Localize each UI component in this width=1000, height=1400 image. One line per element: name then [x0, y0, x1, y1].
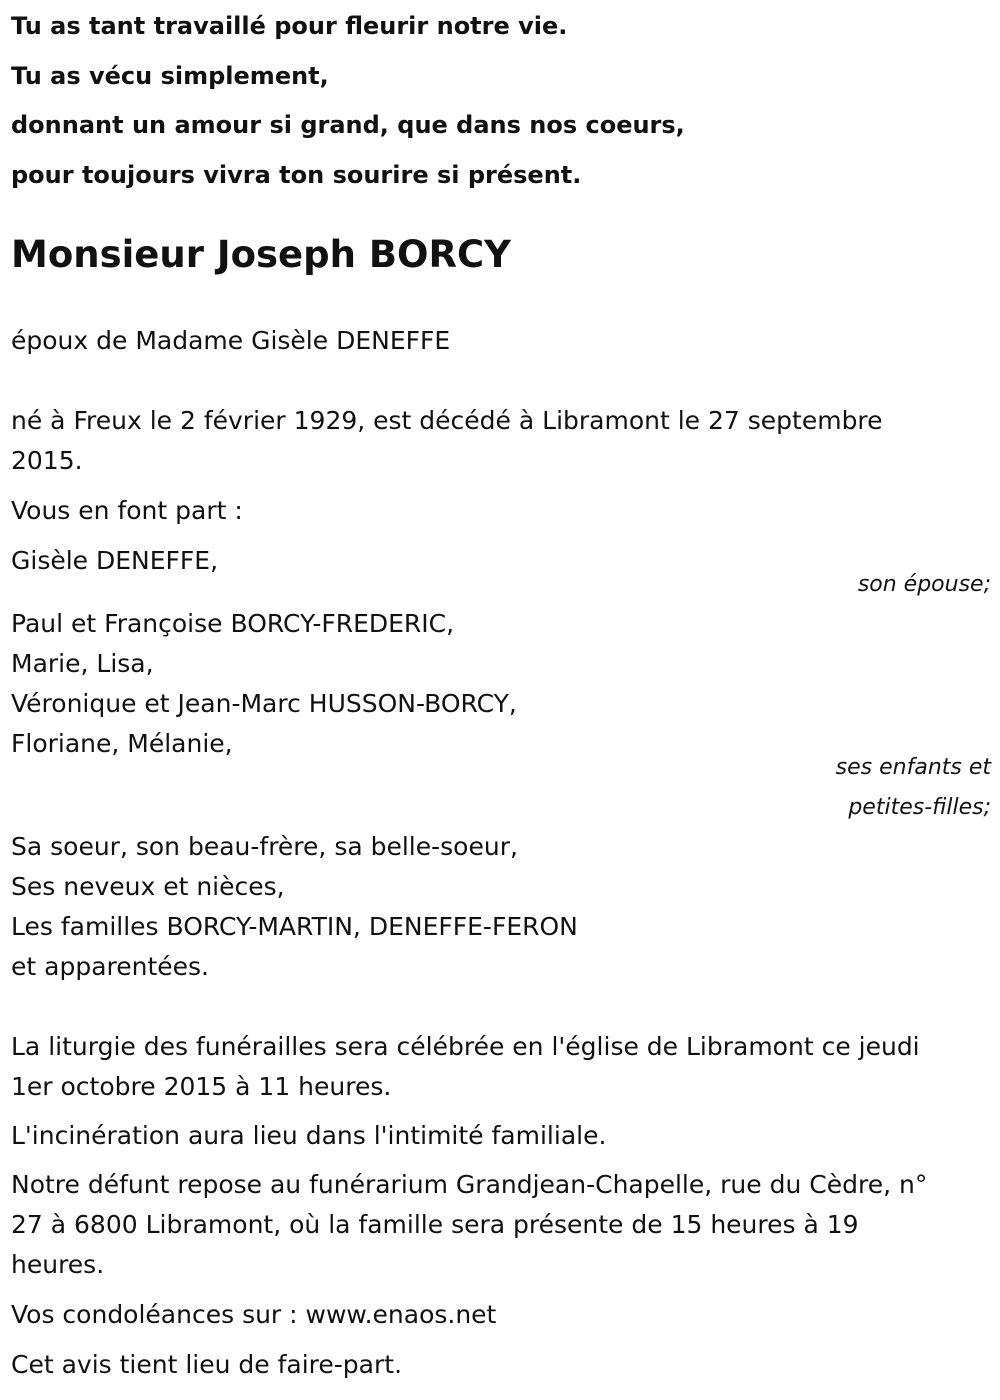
relative-line: Ses neveux et nièces,	[11, 872, 285, 901]
liturgy-line: 1er octobre 2015 à 11 heures.	[11, 1072, 392, 1101]
child-line: Floriane, Mélanie,	[11, 729, 233, 758]
liturgy-line: La liturgie des funérailles sera célébrée en l'église de Libramont ce jeudi	[11, 1032, 920, 1061]
birth-death-line: 2015.	[11, 446, 83, 475]
poem-line: donnant un amour si grand, que dans nos coeurs,	[11, 111, 685, 139]
child-line: Marie, Lisa,	[11, 649, 154, 678]
cremation-line: L'incinération aura lieu dans l'intimité familiale.	[11, 1121, 607, 1150]
children-role: ses enfants et	[835, 755, 991, 780]
spouse-role: son épouse;	[857, 572, 991, 597]
children-role: petites-filles;	[848, 795, 991, 820]
relative-line: Les familles BORCY-MARTIN, DENEFFE-FERON	[11, 912, 578, 941]
child-line: Paul et Françoise BORCY-FREDERIC,	[11, 609, 455, 638]
funeral-home-line: Notre défunt repose au funérarium Grandjean-Chapelle, rue du Cèdre, n°	[11, 1170, 928, 1199]
notice-line: Cet avis tient lieu de faire-part.	[11, 1350, 403, 1379]
funeral-home-line: heures.	[11, 1250, 105, 1279]
announcement-intro: Vous en font part :	[11, 496, 243, 525]
poem-line: pour toujours vivra ton sourire si présent.	[11, 160, 582, 189]
birth-death-line: né à Freux le 2 février 1929, est décédé à Libramont le 27 septembre	[11, 406, 883, 435]
condolences-line: Vos condoléances sur : www.enaos.net	[11, 1300, 497, 1329]
child-line: Véronique et Jean-Marc HUSSON-BORCY,	[11, 689, 517, 718]
poem-line: Tu as tant travaillé pour fleurir notre vie.	[11, 12, 568, 40]
spouse-line: époux de Madame Gisèle DENEFFE	[11, 326, 451, 355]
relative-line: et apparentées.	[11, 952, 209, 981]
poem-line: Tu as vécu simplement,	[11, 61, 329, 90]
relative-line: Sa soeur, son beau-frère, sa belle-soeur,	[11, 832, 518, 861]
funeral-home-line: 27 à 6800 Libramont, où la famille sera présente de 15 heures à 19	[11, 1210, 859, 1239]
poem	[11, 6, 685, 204]
deceased-name: Monsieur Joseph BORCY	[11, 233, 511, 276]
spouse-name: Gisèle DENEFFE,	[11, 546, 219, 575]
